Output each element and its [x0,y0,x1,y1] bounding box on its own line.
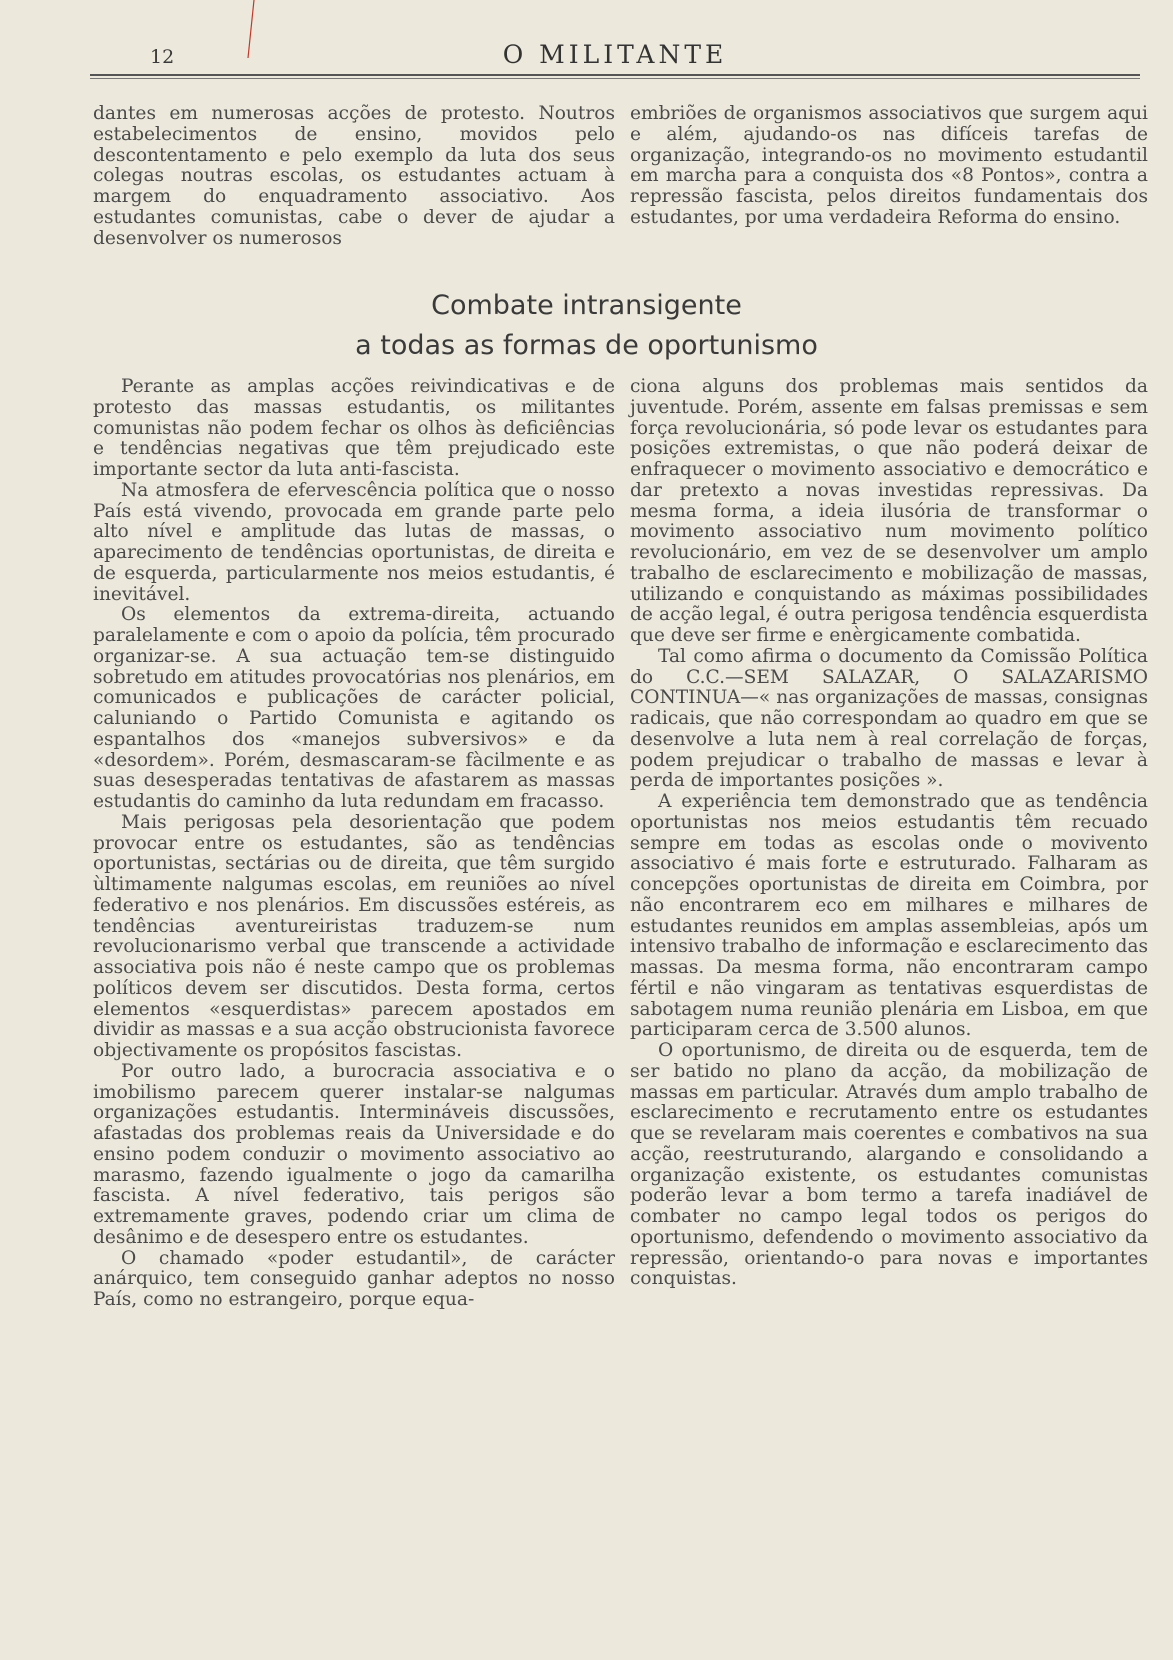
paragraph: Na atmosfera de efervescência política que o nosso País está vivendo, provocada em grande parte pelo alto nível e amplitude das lutas de massas, o aparecimento de tendências oportunistas, de direita e de esquerda, particularmente nos meios estudantis, é inevitável. [93,479,615,605]
article-title-line2: a todas as formas de oportunismo [355,330,818,361]
article-right-column [630,377,1148,1290]
paragraph: A experiência tem demonstrado que as tendência oportunistas nos meios estudantis têm recuado sempre em todas as escolas onde o movivento associativo é mais forte e estruturado. Falharam as concepções oportunistas de direita em Coimbra, por não encontrarem eco em milhares e milhares de estudantes reunidos em amplas assembleias, após um intensivo trabalho de informação e esclarecimento das massas. Da mesma forma, não encontraram campo fértil e não vingaram as tentativas esquerdistas de sabotagem numa reunião plenária em Lisboa, em que participaram cerca de 3.500 alunos. [630,791,1148,1041]
paragraph: O chamado «poder estudantil», de carácter anárquico, tem conseguido ganhar adeptos no nosso País, como no estrangeiro, porque equa- [93,1247,615,1310]
paragraph-continuation: ciona alguns dos problemas mais sentidos da juventude. Porém, assente em falsas premissas e sem força revolucionária, só pode levar os estudantes para posições extremistas, o que não poderá deixar de enfraquecer o movimento associativo e democrático e dar pretexto a novas investidas repressivas. Da mesma forma, a ideia ilusória de transformar o movimento associativo num movimento político revolucionário, em vez de se desenvolver um amplo trabalho de esclarecimento e mobilização de massas, utilizando e conquistando as máximas possibilidades de acção legal, é outra perigosa tendência esquerdista que deve ser firme e enèrgicamente combatida. [630,376,1148,646]
intro-right-text: embriões de organismos associativos que surgem aqui e além, ajudando-os nas difíceis tarefas de organização, integrando-os no movimento estudantil em marcha para a conquista dos «8 Pontos», contra a repressão fascista, pelos direitos fundamentais dos estudantes, por uma verdadeira Reforma do ensino. [630,103,1148,228]
header-rule [90,74,1140,76]
paragraph: Os elementos da extrema-direita, actuando paralelamente e com o apoio da polícia, têm procurado organizar-se. A sua actuação tem-se distinguido sobretudo em atitudes provocatórias nos plenários, em comunicados e publicações de carácter policial, caluniando o Partido Comunista e agitando os espantalhos dos «manejos subversivos» e da «desordem». Porém, desmascaram-se fàcilmente e as suas desesperadas tentativas de afastarem as massas estudantis do caminho da luta redundam em fracasso. [93,604,615,812]
intro-left-text: dantes em numerosas acções de protesto. Noutros estabelecimentos de ensino, movidos pelo descontentamento e pelo exemplo da luta dos seus colegas noutras escolas, os estudantes actuam à margem do enquadramento associativo. Aos estudantes comunistas, cabe o dever de ajudar a desenvolver os numerosos [93,103,615,249]
running-title: O MILITANTE [502,40,728,69]
page-number: 12 [150,46,175,68]
intro-left-column [93,104,615,250]
article-left-column [93,377,615,1311]
article-title-line1: Combate intransigente [431,290,742,321]
paragraph: Mais perigosas pela desorientação que podem provocar entre os estudantes, são as tendências oportunistas, sectárias ou de direita, que têm surgido ùltimamente nalgumas escolas, em reuniões ao nível federativo e nos plenários. Em discussões estéreis, as tendências aventureiristas traduzem-se num revolucionarismo verbal que transcende a actividade associativa pois não é neste campo que os problemas políticos devem ser discutidos. Desta forma, certos elementos «esquerdistas» parecem apostados em dividir as massas e a sua acção obstrucionista favorece objectivamente os propósitos fascistas. [93,811,615,1061]
paragraph: Tal como afirma o documento da Comissão Política do C.C.—SEM SALAZAR, O SALAZARISMO CONTINUA—« nas organizações de massas, consignas radicais, que não correspondam ao quadro em que se desenvolve a luta nem à real correlação de forças, podem prejudicar o trabalho de massas e levar à perda de importantes posições ». [630,645,1148,792]
page-header [90,38,1140,78]
header-rule-thin [90,78,1140,79]
paragraph: Por outro lado, a burocracia associativa e o imobilismo parecem querer instalar-se nalgumas organizações estudantis. Intermináveis discussões, afastadas dos problemas reais da Universidade e do ensino podem conduzir o movimento associativo ao marasmo, fazendo igualmente o jogo da camarilha fascista. A nível federativo, tais perigos são extremamente graves, podendo criar um clima de desânimo e de desespero entre os estudantes. [93,1060,615,1248]
paragraph: O oportunismo, de direita ou de esquerda, tem de ser batido no plano da acção, da mobilização de massas em particular. Através dum amplo trabalho de esclarecimento e recrutamento entre os estudantes que se revelaram mais coerentes e combativos na sua acção, reestruturando, alargando e consolidando a organização existente, os estudantes comunistas poderão levar a bom termo a tarefa inadiável de combater no campo legal todos os perigos do oportunismo, defendendo o movimento associativo da repressão, orientando-o para novas e importantes conquistas. [630,1040,1148,1290]
intro-right-column [630,104,1148,229]
paragraph: Perante as amplas acções reivindicativas e de protesto das massas estudantis, os militantes comunistas não podem fechar os olhos às deficiências e tendências negativas que têm prejudicado este importante sector da luta anti-fascista. [93,376,615,480]
